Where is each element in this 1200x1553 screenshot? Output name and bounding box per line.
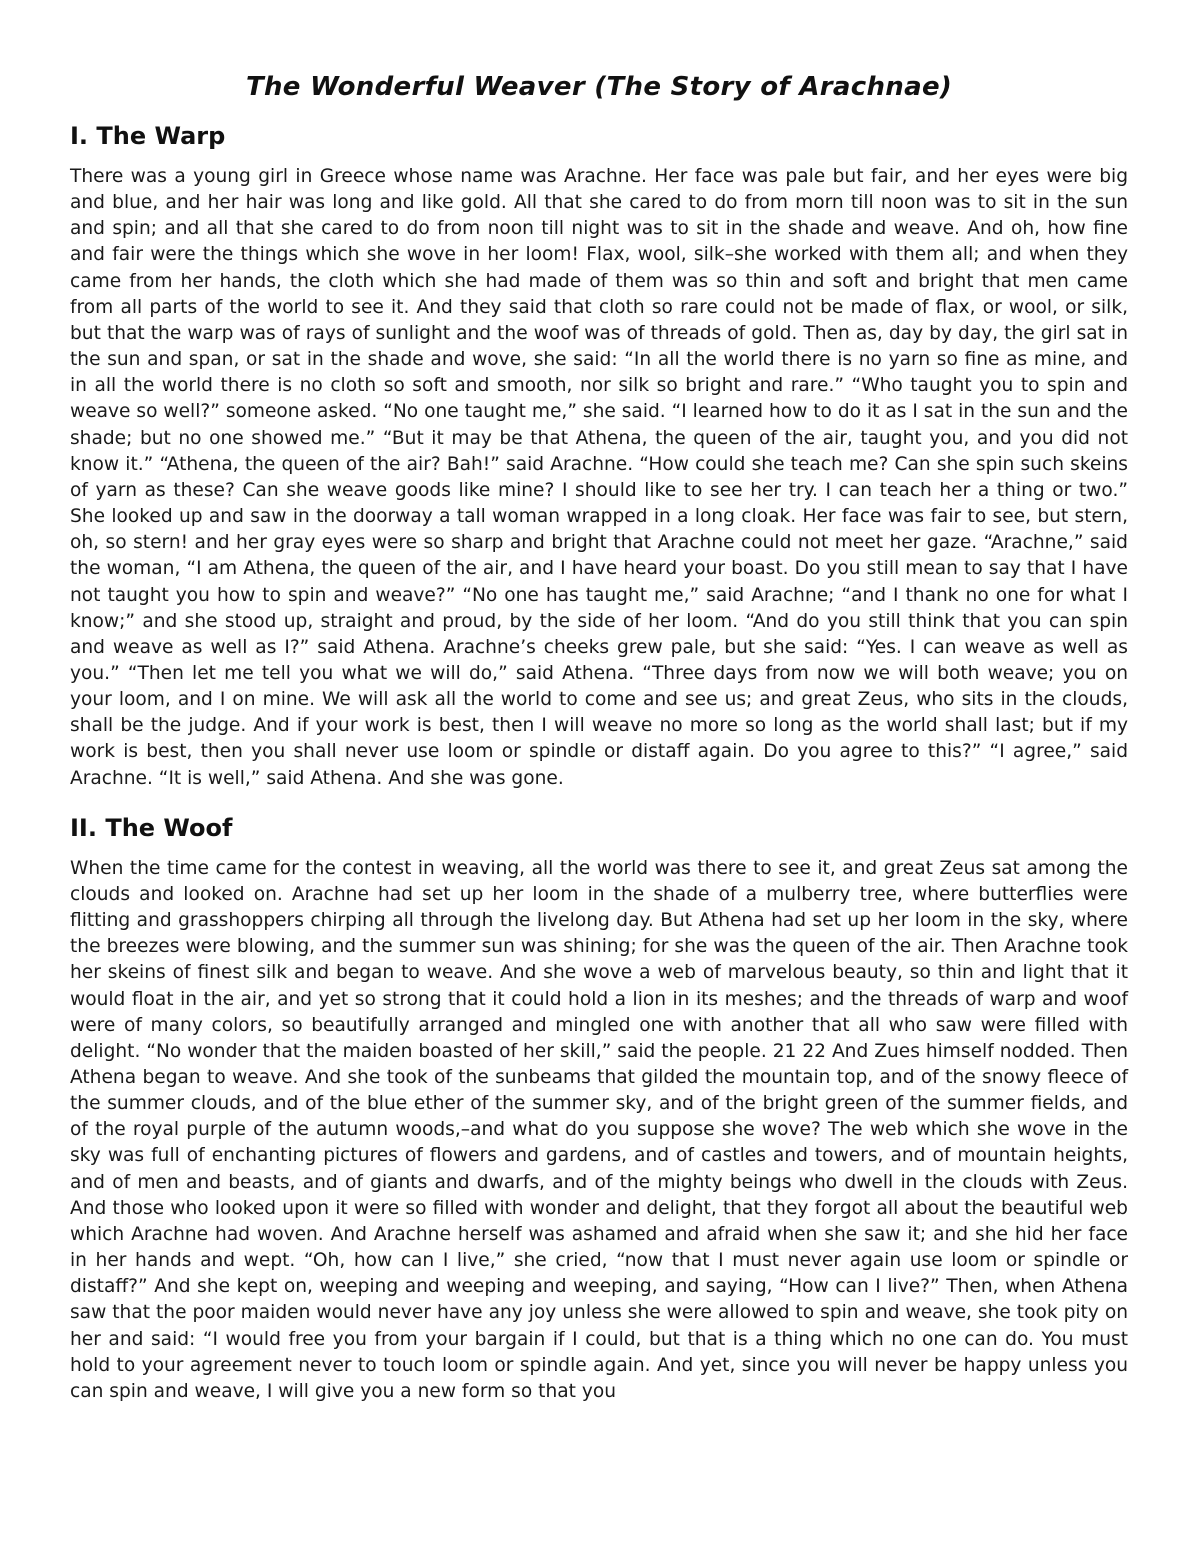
section-heading-warp: I. The Warp: [70, 122, 226, 150]
section-heading-woof: II. The Woof: [70, 813, 233, 842]
section-body-woof: When the time came for the contest in weaving, all the world was there to see it, and great Zeus sat among the clouds and looked on. Arachne had set up her loom in the shade of a mulberry tree, where butterflies were flitting and grasshoppers chirping all through the livelong day. But Athena had set up her loom in the sky, where the breezes were blowing, and the summer sun was shining; for she was the queen of the air. Then Arachne took her skeins of finest silk and began to weave. And she wove a web of marvelous beauty, so thin and light that it would float in the air, and yet so strong that it could hold a lion in its meshes; and the threads of warp and woof were of many colors, so beautifully arranged and mingled one with another that all who saw were filled with delight. “No wonder that the maiden boasted of her skill,” said the people. 21 22 And Zues himself nodded. Then Athena began to weave. And she took of the sunbeams that gilded the mountain top, and of the snowy fleece of the summer clouds, and of the blue ether of the summer sky, and of the bright green of the summer fields, and of the royal purple of the autumn woods,–and what do you suppose she wove? The web which she wove in the sky was full of enchanting pictures of flowers and gardens, and of castles and towers, and of mountain heights, and of men and beasts, and of giants and dwarfs, and of the mighty beings who dwell in the clouds with Zeus. And those who looked upon it were so filled with wonder and delight, that they forgot all about the beautiful web which Arachne had woven. And Arachne herself was ashamed and afraid when she saw it; and she hid her face in her hands and wept. “Oh, how can I live,” she cried, “now that I must never again use loom or spindle or distaff?” And she kept on, weeping and weeping and weeping, and saying, “How can I live?” Then, when Athena saw that the poor maiden would never have any joy unless she were allowed to spin and weave, she took pity on her and said: “I would free you from your bargain if I could, but that is a thing which no one can do. You must hold to your agreement never to touch loom or spindle again. And yet, since you will never be happy unless you can spin and weave, I will give you a new form so that you: [70, 857, 1128, 1402]
document-page: [70, 66, 1128, 1405]
section-body-warp: There was a young girl in Greece whose name was Arachne. Her face was pale but fair, and her eyes were big and blue, and her hair was long and like gold. All that she cared to do from morn till noon was to sit in the sun and spin; and all that she cared to do from noon till night was to sit in the shade and weave. And oh, how fine and fair were the things which she wove in her loom! Flax, wool, silk–she worked with them all; and when they came from her hands, the cloth which she had made of them was so thin and soft and bright that men came from all parts of the world to see it. And they said that cloth so rare could not be made of flax, or wool, or silk, but that the warp was of rays of sunlight and the woof was of threads of gold. Then as, day by day, the girl sat in the sun and span, or sat in the shade and wove, she said: “In all the world there is no yarn so fine as mine, and in all the world there is no cloth so soft and smooth, nor silk so bright and rare.” “Who taught you to spin and weave so well?” someone asked. “No one taught me,” she said. “I learned how to do it as I sat in the sun and the shade; but no one showed me.” “But it may be that Athena, the queen of the air, taught you, and you did not know it.” “Athena, the queen of the air? Bah!” said Arachne. “How could she teach me? Can she spin such skeins of yarn as these? Can she weave goods like mine? I should like to see her try. I can teach her a thing or two.” She looked up and saw in the doorway a tall woman wrapped in a long cloak. Her face was fair to see, but stern, oh, so stern! and her gray eyes were so sharp and bright that Arachne could not meet her gaze. “Arachne,” said the woman, “I am Athena, the queen of the air, and I have heard your boast. Do you still mean to say that I have not taught you how to spin and weave?” “No one has taught me,” said Arachne; “and I thank no one for what I know;” and she stood up, straight and proud, by the side of her loom. “And do you still think that you can spin and weave as well as I?” said Athena. Arachne’s cheeks grew pale, but she said: “Yes. I can weave as well as you.” “Then let me tell you what we will do,” said Athena. “Three days from now we will both weave; you on your loom, and I on mine. We will ask all the world to come and see us; and great Zeus, who sits in the clouds, shall be the judge. And if your work is best, then I will weave no more so long as the world shall last; but if my work is best, then you shall never use loom or spindle or distaff again. Do you agree to this?” “I agree,” said Arachne. “It is well,” said Athena. And she was gone.: [70, 166, 1128, 789]
document-title: The Wonderful Weaver (The Story of Arachnae): [245, 72, 953, 102]
